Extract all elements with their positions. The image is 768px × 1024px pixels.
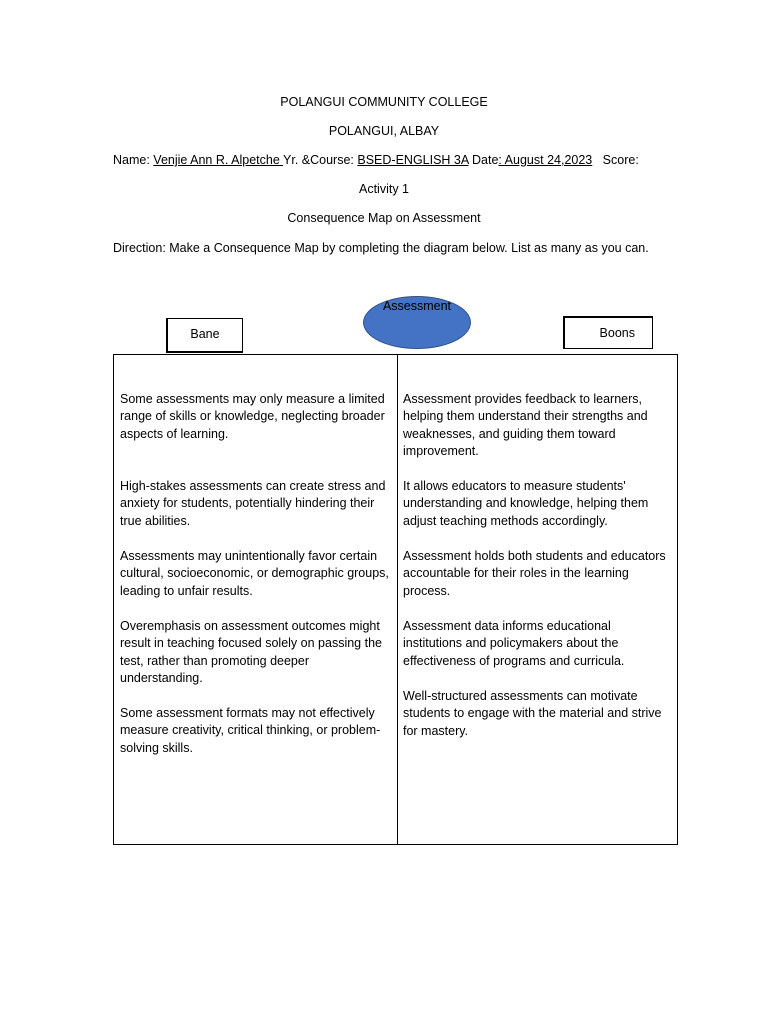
- activity-subtitle: Consequence Map on Assessment: [287, 211, 481, 225]
- bane-column: [120, 391, 392, 757]
- activity-title: Activity 1: [358, 182, 409, 196]
- bane-item: High-stakes assessments can create stress and anxiety for students, potentially hindering their true abilities.: [120, 479, 386, 528]
- boons-item: Assessment provides feedback to learners, helping them understand their strengths and weaknesses, and guiding them toward improvement.: [403, 392, 648, 459]
- boons-item: Assessment holds both students and educators accountable for their roles in the learning process.: [403, 549, 666, 598]
- name-label: Name:: [113, 153, 154, 167]
- boons-column: [403, 391, 671, 740]
- score-label: Score:: [592, 153, 639, 167]
- bane-item: Some assessment formats may not effectively measure creativity, critical thinking, or problem-solving skills.: [120, 706, 381, 755]
- date-value: : August 24,2023: [498, 153, 593, 167]
- course-label: Yr. &Course:: [283, 153, 358, 167]
- column-divider: [397, 355, 398, 844]
- boons-label-box: [563, 316, 653, 349]
- bane-item: Overemphasis on assessment outcomes might result in teaching focused solely on passing the test, rather than promoting deeper understanding.: [120, 619, 382, 686]
- college-name: POLANGUI COMMUNITY COLLEGE: [280, 95, 488, 109]
- direction-text: Direction: Make a Consequence Map by completing the diagram below. List as many as you can.: [113, 241, 649, 255]
- student-info-line: [113, 152, 639, 168]
- name-value: Venjie Ann R. Alpetche: [153, 153, 284, 167]
- boons-label: Boons: [599, 326, 635, 340]
- date-label: Date: [468, 153, 499, 167]
- assessment-label: Assessment: [382, 299, 452, 313]
- college-location: POLANGUI, ALBAY: [328, 124, 440, 138]
- bane-label-box: [166, 318, 243, 353]
- boons-item: It allows educators to measure students' understanding and knowledge, helping them adjust teaching methods accordingly.: [403, 479, 649, 528]
- bane-item: Assessments may unintentionally favor certain cultural, socioeconomic, or demographic groups, leading to unfair results.: [120, 549, 389, 598]
- bane-item: Some assessments may only measure a limited range of skills or knowledge, neglecting broader aspects of learning.: [120, 392, 385, 441]
- boons-item: Assessment data informs educational institutions and policymakers about the effectiveness of programs and curricula.: [403, 619, 625, 668]
- boons-item: Well-structured assessments can motivate students to engage with the material and strive for mastery.: [403, 689, 662, 738]
- course-value: BSED-ENGLISH 3A: [357, 153, 469, 167]
- bane-label: Bane: [190, 327, 220, 341]
- consequence-map-table: [113, 354, 678, 845]
